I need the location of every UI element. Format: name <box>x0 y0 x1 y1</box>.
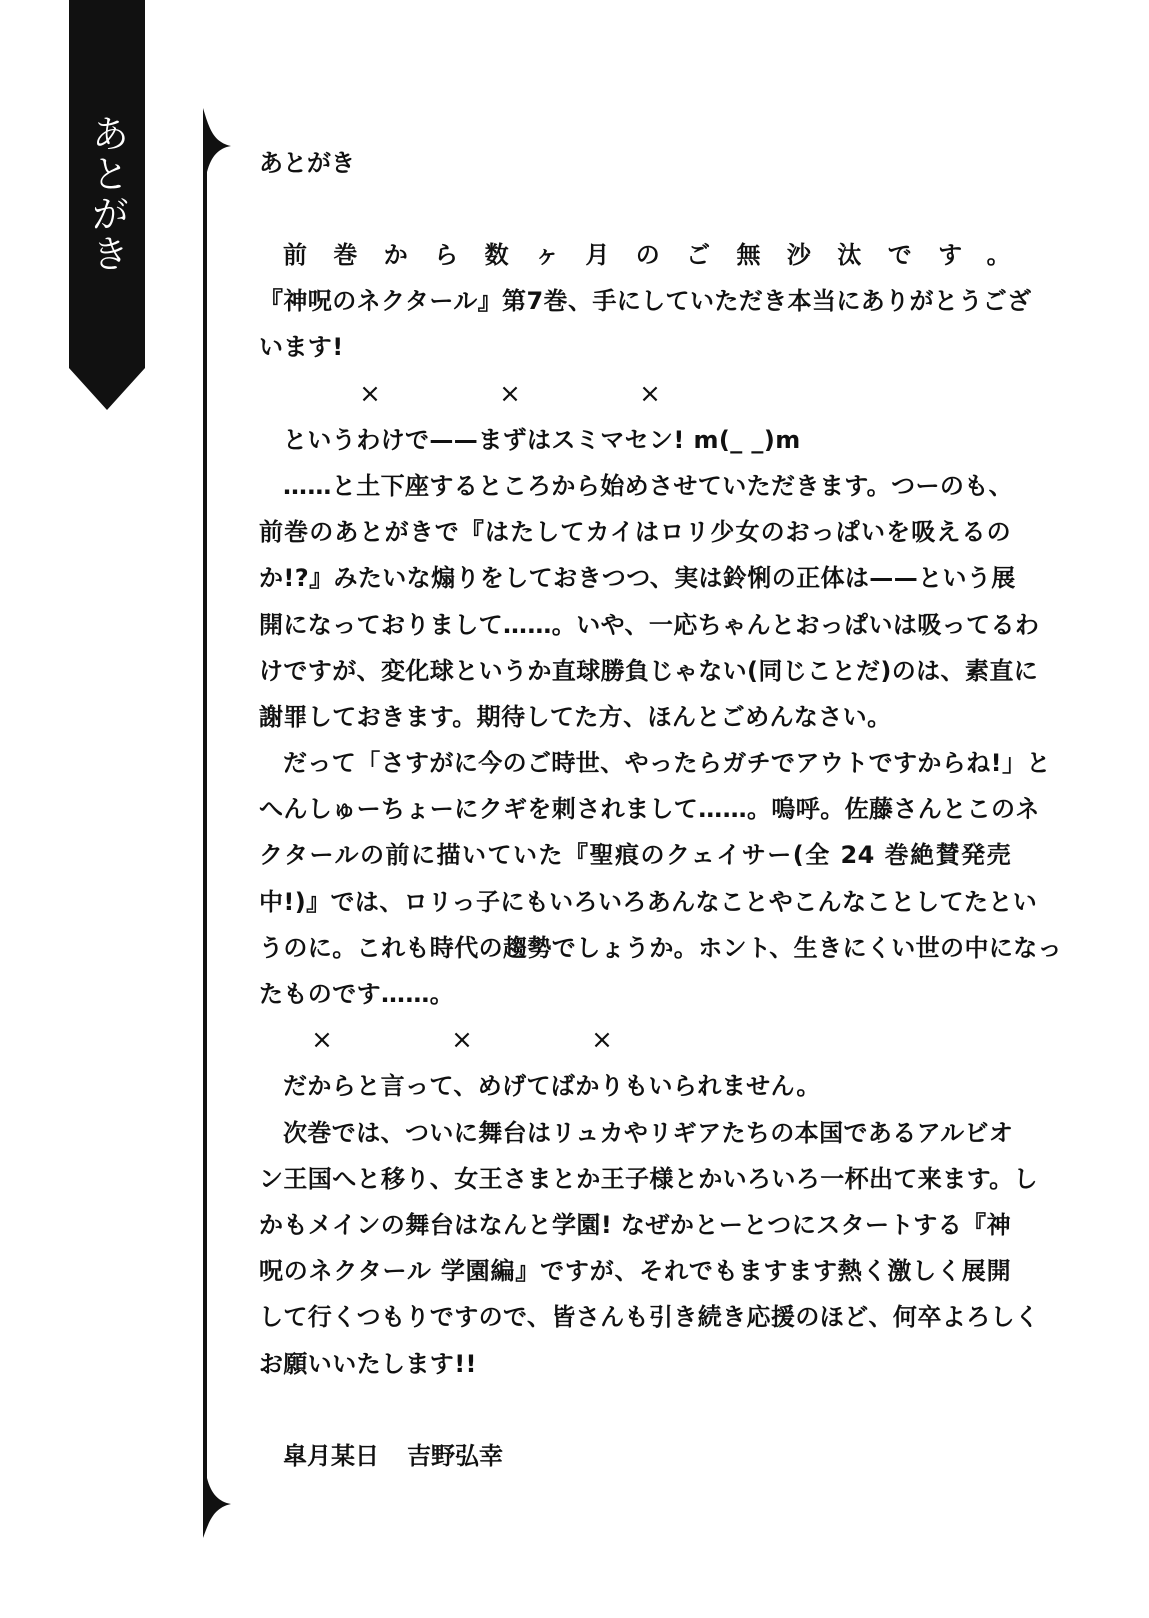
text-line: へんしゅーちょーにクギを刺されまして……。嗚呼。佐藤さんとこのネ <box>259 795 1040 824</box>
text-line: というわけで——まずはスミマセン! m(_ _)m <box>283 425 801 454</box>
text-line: 開になっておりまして……。いや、一応ちゃんとおっぱいは吸ってるわ <box>259 610 1040 639</box>
text-line: だからと言って、めげてばかりもいられません。 <box>283 1072 821 1101</box>
text-line: 中!)』では、ロリっ子にもいろいろあんなことやこんなことしてたとい <box>259 887 1038 916</box>
section-separator <box>259 1017 1011 1063</box>
ornament-icon <box>203 108 245 1538</box>
text-line: お願いいたします!! <box>259 1349 477 1378</box>
text-line: 呪のネクタール 学園編』ですが、それでもますます熱く激しく展開 <box>259 1257 1011 1286</box>
text-line: かもメインの舞台はなんと学園! なぜかとーとつにスタートする『神 <box>259 1210 1011 1239</box>
text-line: います! <box>259 333 344 362</box>
text-line: けですが、変化球というか直球勝負じゃない(同じことだ)のは、素直に <box>259 656 1039 685</box>
afterword-heading: あとがき <box>259 149 355 177</box>
chapter-tab-title: あとがき <box>85 114 129 274</box>
afterword-text <box>259 232 1063 1387</box>
text-line: 謝罪しておきます。期待してた方、ほんとごめんなさい。 <box>259 702 892 731</box>
chapter-tab <box>69 0 145 412</box>
text-line: クタールの前に描いていた『聖痕のクェイサー(全 24 巻絶賛発売 <box>259 841 1011 870</box>
afterword-body <box>259 140 1063 1479</box>
separator-mark: × <box>499 378 521 409</box>
text-line: たものです……。 <box>259 980 455 1008</box>
separator-mark: × <box>639 378 661 409</box>
text-line: 前巻から数ヶ月のご無沙汰です。 <box>283 241 1011 269</box>
text-line: 前巻のあとがきで『はたしてカイはロリ少女のおっぱいを吸えるの <box>259 518 1011 547</box>
signature <box>259 1433 1011 1479</box>
separator-mark: × <box>359 378 381 409</box>
text-line: 『神呪のネクタール』第7巻、手にしていただき本当にありがとうござ <box>259 287 1032 316</box>
signature-author: 吉野弘幸 <box>407 1441 503 1470</box>
separator-mark: × <box>451 1025 473 1056</box>
separator-mark: × <box>311 1025 333 1056</box>
spacer <box>259 1387 1011 1433</box>
signature-date: 皐月某日 <box>283 1441 379 1470</box>
text-line: して行くつもりですので、皆さんも引き続き応援のほど、何卒よろしく <box>259 1303 1040 1332</box>
text-line: うのに。これも時代の趨勢でしょうか。ホント、生きにくい世の中になっ <box>259 933 1063 962</box>
text-line: ……と土下座するところから始めさせていただきます。つーのも、 <box>283 471 1014 500</box>
section-separator <box>259 371 1011 417</box>
text-line: か!?』みたいな煽りをしておきつつ、実は鈴悧の正体は——という展 <box>259 564 1016 593</box>
text-line: ン王国へと移り、女王さまとか王子様とかいろいろ一杯出て来ます。し <box>259 1164 1038 1193</box>
separator-mark: × <box>591 1025 613 1056</box>
decorative-margin-rule <box>203 108 245 1538</box>
text-line: だって「さすがに今のご時世、やったらガチでアウトですからね!」と <box>283 749 1051 778</box>
text-line: 次巻では、ついに舞台はリュカやリギアたちの本国であるアルビオ <box>283 1118 1014 1147</box>
